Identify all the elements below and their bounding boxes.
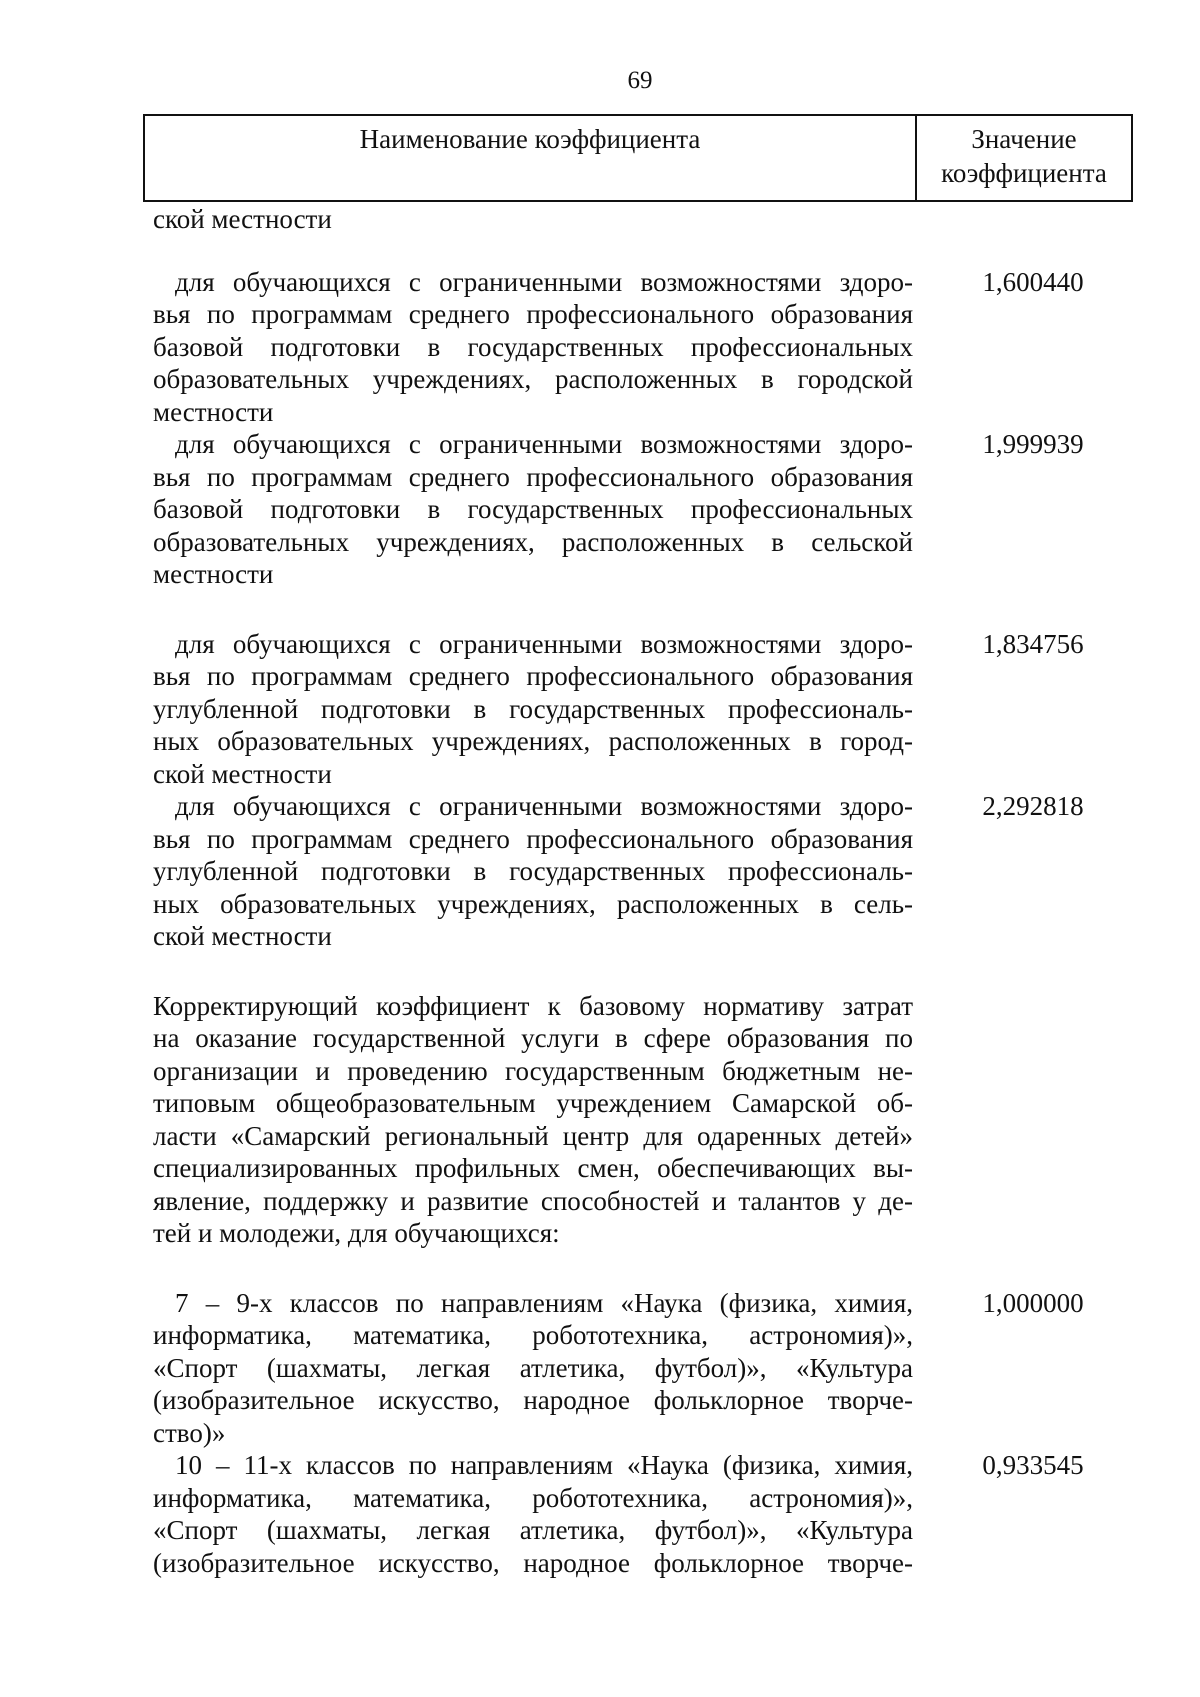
page-number: 69 bbox=[627, 67, 653, 94]
coefficient-value: 1,600440 bbox=[982, 266, 1084, 297]
text-line: явление, поддержку и развитие способностей и талантов у де- bbox=[153, 1185, 913, 1216]
text-line: (изобразительное искусство, народное фольклорное творче- bbox=[153, 1547, 913, 1578]
coefficient-row bbox=[153, 790, 1153, 953]
text-line: (изобразительное искусство, народное фольклорное творче- bbox=[153, 1385, 913, 1415]
coefficient-value: 1,834756 bbox=[982, 628, 1084, 659]
text-line: базовой подготовки в государственных профессиональных bbox=[153, 331, 913, 362]
text-line: образовательных учреждениях, расположенных в сельской bbox=[153, 526, 913, 557]
corrective-coefficient-paragraph bbox=[153, 990, 1153, 1250]
text-line: для обучающихся с ограниченными возможностями здоро- bbox=[175, 791, 913, 821]
text-line: вья по программам среднего профессионального образования bbox=[153, 661, 913, 691]
text-line: 7 – 9-х классов по направлениям «Наука (физика, химия, bbox=[175, 1287, 913, 1318]
coefficient-value: 2,292818 bbox=[982, 791, 1084, 821]
class-coefficient-value: 1,000000 bbox=[982, 1287, 1084, 1318]
class-coefficient-row bbox=[153, 1287, 1153, 1450]
text-line: «Спорт (шахматы, легкая атлетика, футбол)», «Культура bbox=[153, 1352, 913, 1383]
text-line: информатика, математика, робототехника, астрономия)», bbox=[153, 1320, 913, 1350]
column-header-value bbox=[917, 116, 1131, 200]
text-line: ных образовательных учреждениях, расположенных в сель- bbox=[153, 888, 913, 919]
coefficient-description bbox=[153, 266, 913, 429]
text-line: углубленной подготовки в государственных профессиональ- bbox=[153, 856, 913, 886]
text-line: организации и проведению государственным бюджетным не- bbox=[153, 1055, 913, 1086]
text-line: Корректирующий коэффициент к базовому нормативу затрат bbox=[153, 990, 913, 1021]
text-line: местности bbox=[153, 396, 274, 427]
text-line: для обучающихся с ограниченными возможностями здоро- bbox=[175, 266, 913, 297]
text-line: местности bbox=[153, 559, 274, 589]
class-coefficient-value: 0,933545 bbox=[982, 1450, 1084, 1480]
text-line: «Спорт (шахматы, легкая атлетика, футбол)», «Культура bbox=[153, 1515, 913, 1545]
coefficient-description bbox=[153, 790, 913, 953]
text-line: ской местности bbox=[153, 758, 332, 789]
text-line: на оказание государственной услуги в сфере образования по bbox=[153, 1023, 913, 1053]
class-description bbox=[153, 1449, 913, 1579]
column-header-name: Наименование коэффициента bbox=[145, 116, 917, 200]
column-header-value-line1: Значение bbox=[971, 124, 1077, 154]
coefficient-row bbox=[153, 628, 1153, 791]
corrective-description bbox=[153, 990, 913, 1250]
continuation-text: ской местности bbox=[153, 204, 332, 234]
text-line: ской местности bbox=[153, 921, 332, 951]
text-line: ных образовательных учреждениях, расположенных в город- bbox=[153, 726, 913, 756]
coefficient-description bbox=[153, 428, 913, 591]
text-line: для обучающихся с ограниченными возможностями здоро- bbox=[175, 429, 913, 459]
text-line: специализированных профильных смен, обеспечивающих вы- bbox=[153, 1153, 913, 1183]
text-line: базовой подготовки в государственных профессиональных bbox=[153, 494, 913, 524]
text-line: типовым общеобразовательным учреждением Самарской об- bbox=[153, 1088, 913, 1118]
text-line: углубленной подготовки в государственных профессиональ- bbox=[153, 693, 913, 724]
coefficient-description bbox=[153, 628, 913, 791]
text-line: для обучающихся с ограниченными возможностями здоро- bbox=[175, 628, 913, 659]
text-line: вья по программам среднего профессионального образования bbox=[153, 299, 913, 329]
class-description bbox=[153, 1287, 913, 1450]
coefficient-row bbox=[153, 266, 1153, 429]
text-line: вья по программам среднего профессионального образования bbox=[153, 823, 913, 854]
text-line: 10 – 11-х классов по направлениям «Наука (физика, химия, bbox=[175, 1450, 913, 1480]
class-coefficient-row bbox=[153, 1449, 1153, 1579]
text-line: ласти «Самарский региональный центр для одаренных детей» bbox=[153, 1120, 913, 1151]
text-line: информатика, математика, робототехника, астрономия)», bbox=[153, 1482, 913, 1513]
text-line: образовательных учреждениях, расположенных в городской bbox=[153, 364, 913, 394]
column-header-value-line2: коэффициента bbox=[941, 158, 1107, 188]
text-line: вья по программам среднего профессионального образования bbox=[153, 461, 913, 492]
coefficient-row bbox=[153, 428, 1153, 591]
text-line: ство)» bbox=[153, 1417, 226, 1448]
text-line: тей и молодежи, для обучающихся: bbox=[153, 1218, 560, 1248]
document-body bbox=[153, 203, 1153, 1579]
coefficient-value: 1,999939 bbox=[982, 429, 1084, 459]
table-header bbox=[143, 114, 1133, 202]
